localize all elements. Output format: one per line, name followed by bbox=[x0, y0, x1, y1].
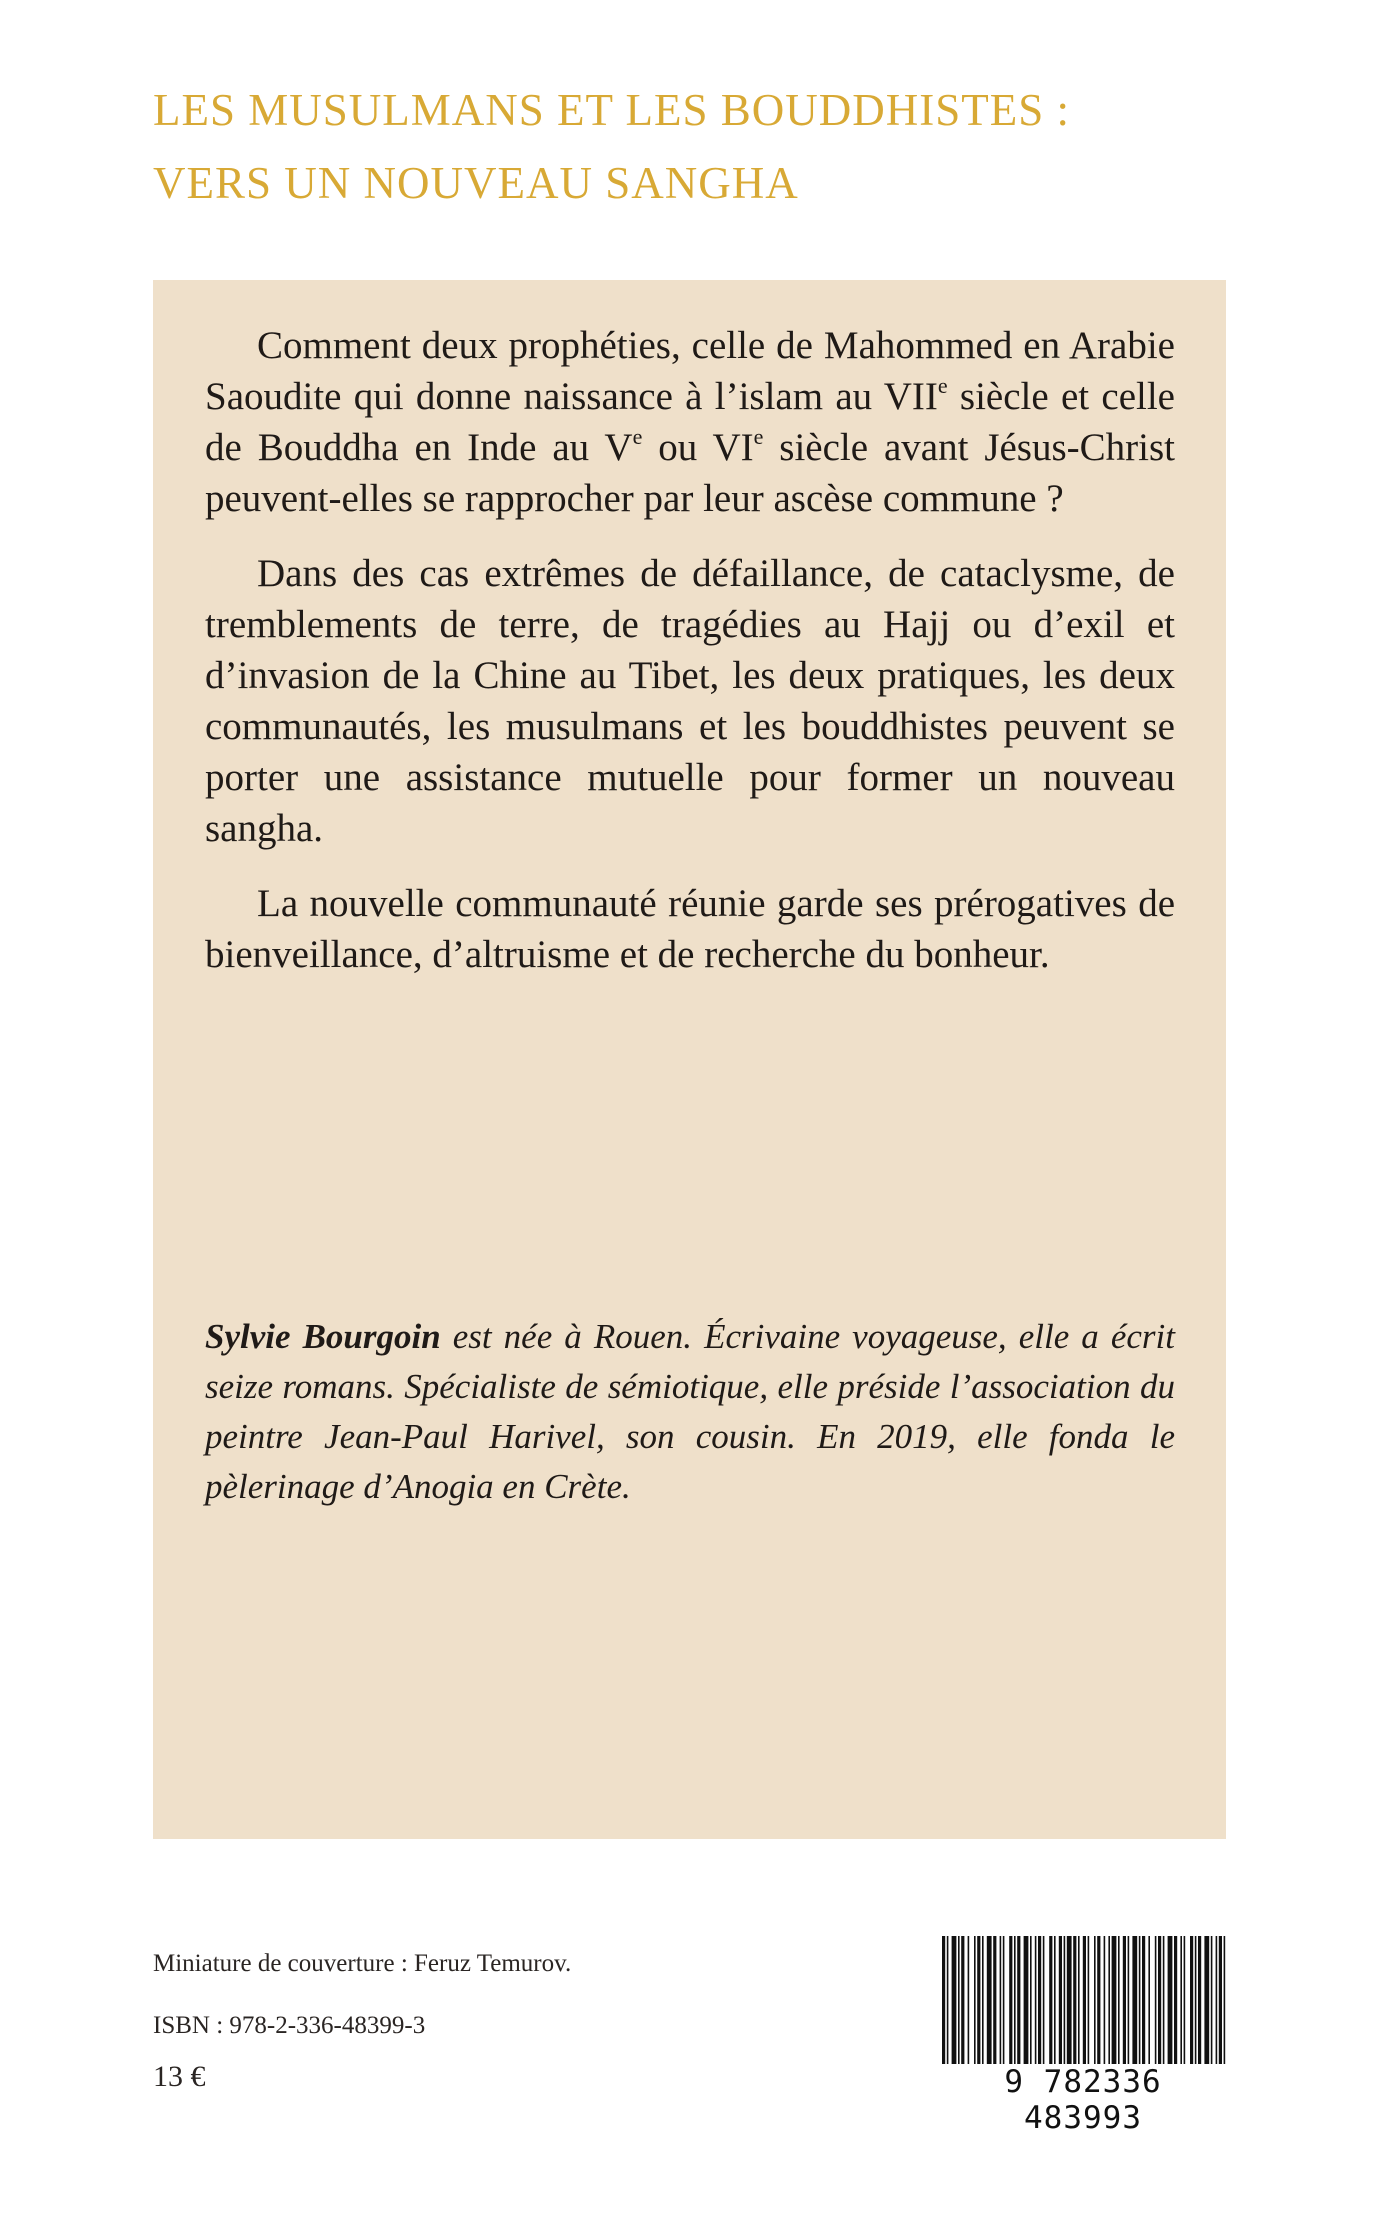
summary-p1-part-c: ou VI bbox=[642, 426, 754, 469]
barcode-bar bbox=[1049, 1936, 1052, 2064]
barcode-bar bbox=[958, 1936, 960, 2064]
barcode-bar bbox=[1112, 1936, 1117, 2064]
barcode-bar bbox=[1148, 1936, 1150, 2064]
barcode-bar bbox=[974, 1936, 976, 2064]
barcode-bar bbox=[1139, 1936, 1141, 2064]
barcode-bar bbox=[1123, 1936, 1126, 2064]
barcode-bar bbox=[1067, 1936, 1072, 2064]
barcode-bar bbox=[1180, 1936, 1182, 2064]
barcode-bar bbox=[968, 1936, 970, 2064]
summary-text bbox=[205, 320, 1175, 1004]
barcode-bar bbox=[1059, 1936, 1062, 2064]
barcode-bar bbox=[1184, 1936, 1186, 2064]
barcode-bar bbox=[1030, 1936, 1032, 2064]
barcode-bar bbox=[1038, 1936, 1041, 2064]
barcode-bar bbox=[993, 1936, 996, 2064]
superscript-e: e bbox=[632, 424, 643, 449]
barcode-bar bbox=[1108, 1936, 1110, 2064]
barcode-bar bbox=[1083, 1936, 1086, 2064]
title-line-1: LES MUSULMANS ET LES BOUDDHISTES : bbox=[153, 85, 1070, 135]
barcode-bar bbox=[1219, 1936, 1222, 2064]
barcode-bar bbox=[1204, 1936, 1209, 2064]
price: 13 € bbox=[153, 2060, 206, 2093]
barcode-bar bbox=[1054, 1936, 1056, 2064]
barcode-bar bbox=[982, 1936, 984, 2064]
barcode-bar bbox=[1009, 1936, 1012, 2064]
barcode-bar bbox=[1190, 1936, 1193, 2064]
barcode-bar bbox=[952, 1936, 957, 2064]
barcode-bar bbox=[1163, 1936, 1165, 2064]
barcode-bar bbox=[1128, 1936, 1130, 2064]
barcode-bar bbox=[1195, 1936, 1197, 2064]
barcode-bar bbox=[1000, 1936, 1002, 2064]
barcode-bar bbox=[1198, 1936, 1201, 2064]
barcode-bar bbox=[1024, 1936, 1029, 2064]
barcode-bar bbox=[1158, 1936, 1161, 2064]
barcode-bar bbox=[1078, 1936, 1080, 2064]
summary-paragraph-3: La nouvelle communauté réunie garde ses prérogatives de bienveillance, d’altruisme et de recherche du bonheur. bbox=[205, 882, 1175, 976]
barcode-bar bbox=[961, 1936, 964, 2064]
summary-paragraph-2: Dans des cas extrêmes de défaillance, de cataclysme, de tremblements de terre, de tragédies au Hajj ou d’exil et d’invasion de la Chine au Tibet, les deux pratiques, les deux communautés, les musulmans et les bouddhistes peuvent se porter une assistance mutuelle pour former un nouveau sangha. bbox=[205, 552, 1175, 850]
barcode-bar bbox=[1088, 1936, 1090, 2064]
title-line-2: VERS UN NOUVEAU SANGHA bbox=[153, 158, 799, 208]
barcode-bar bbox=[977, 1936, 980, 2064]
superscript-e: e bbox=[753, 424, 764, 449]
barcode-bar bbox=[1073, 1936, 1076, 2064]
author-name: Sylvie Bourgoin bbox=[205, 1317, 441, 1356]
barcode-bars bbox=[938, 1936, 1228, 2064]
barcode-bar bbox=[1168, 1936, 1173, 2064]
barcode-bar bbox=[1104, 1936, 1106, 2064]
barcode-bar bbox=[1155, 1936, 1157, 2064]
barcode-bar bbox=[1118, 1936, 1120, 2064]
summary-paragraph-1 bbox=[205, 320, 1175, 524]
barcode-bar bbox=[1003, 1936, 1005, 2064]
barcode-bar bbox=[1211, 1936, 1213, 2064]
barcode-bar bbox=[1216, 1936, 1218, 2064]
barcode-bar bbox=[1035, 1936, 1037, 2064]
barcode-bar bbox=[1043, 1936, 1045, 2064]
barcode-digits: 9 782336 483993 bbox=[1004, 2064, 1162, 2136]
barcode-bar bbox=[1014, 1936, 1016, 2064]
cover-credit: Miniature de couverture : Feruz Temurov. bbox=[153, 1950, 572, 1977]
superscript-e: e bbox=[937, 373, 948, 398]
summary-p1-part-b: siècle et celle de Bouddha en Inde au V bbox=[205, 375, 1175, 469]
barcode-bar bbox=[1064, 1936, 1066, 2064]
summary-p1-part-a: Comment deux prophéties, celle de Mahommed en Arabie Saoudite qui donne naissance à l’islam au VII bbox=[205, 324, 1175, 418]
barcode-bar bbox=[1174, 1936, 1177, 2064]
barcode-bar bbox=[1224, 1936, 1226, 2064]
barcode-bar bbox=[1142, 1936, 1145, 2064]
book-title bbox=[153, 74, 1303, 220]
barcode-bar bbox=[1132, 1936, 1137, 2064]
isbn: ISBN : 978-2-336-48399-3 bbox=[153, 2012, 426, 2039]
summary-p1-part-d: siècle avant Jésus-Christ peuvent-elles se rapprocher par leur ascèse commune ? bbox=[205, 426, 1175, 520]
barcode-bar bbox=[947, 1936, 949, 2064]
barcode-bar bbox=[1017, 1936, 1020, 2064]
author-bio bbox=[205, 1312, 1175, 1512]
barcode-bar bbox=[987, 1936, 992, 2064]
barcode-bar bbox=[942, 1936, 945, 2064]
author-bio-text: est née à Rouen. Écrivaine voyageuse, elle a écrit seize romans. Spécialiste de sémiotique, elle préside l’association du peintre Jean-Paul Harivel, son cousin. En 2019, elle fonda le pèlerinage d’Anogia en Crète. bbox=[205, 1317, 1175, 1506]
barcode-bar bbox=[1094, 1936, 1096, 2064]
barcode-bar bbox=[1097, 1936, 1100, 2064]
